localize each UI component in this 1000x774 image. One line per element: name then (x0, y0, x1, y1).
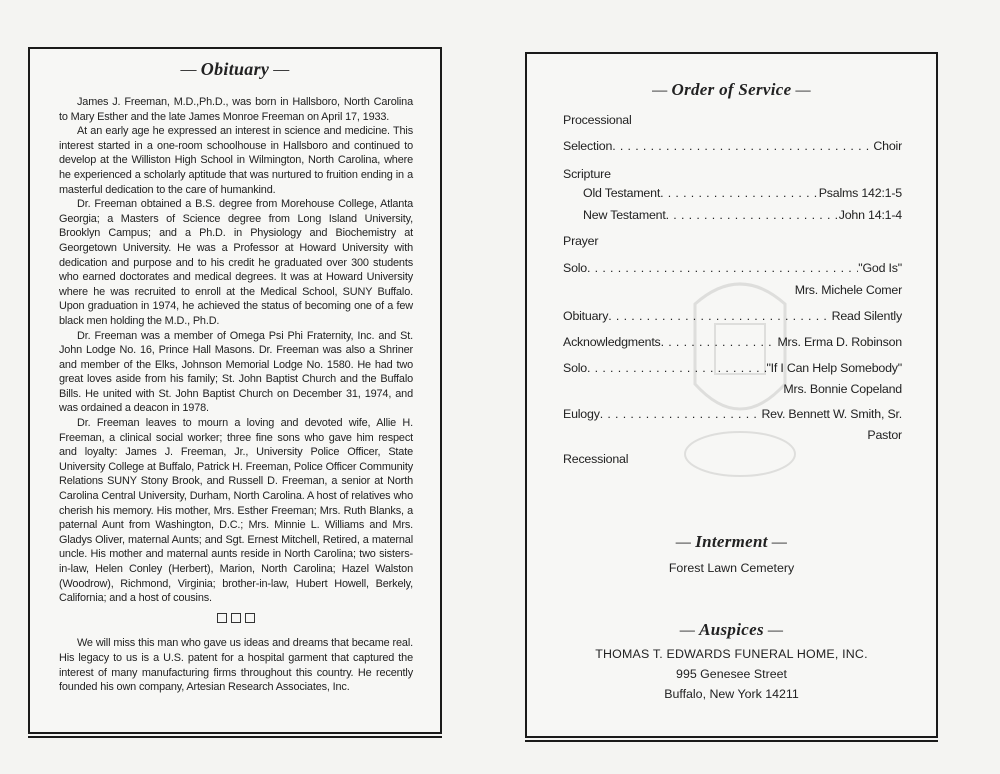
funeral-home-street: 995 Genesee Street (676, 667, 787, 681)
order-of-service-heading: — Order of Service — (652, 80, 811, 99)
auspices-section (527, 620, 936, 701)
soloist-1: Mrs. Michele Comer (794, 283, 902, 297)
obituary-paragraph: James J. Freeman, M.D.,Ph.D., was born in Hallsboro, North Carolina to Mary Esther and the late James Monroe Freeman on April 17, 1933. (59, 96, 413, 123)
service-item-solo-1: Solo . . . "God Is" (563, 261, 902, 275)
dot-leader (660, 186, 819, 200)
obituary-paragraph: Dr. Freeman leaves to mourn a loving and devoted wife, Allie H. Freeman, a clinical social worker; three fine sons who gave him respect and loyalty: James J. Freeman, Jr., University Police Officer, State University College at Buffalo, Patrick H. Freeman, Police Officer Community Relations SUNY Stony Brook, and Russell D. Freeman, a senior at North Carolina Central University, Durham, North Carolina. A host of relatives who cherish his memory. His mother, Mrs. Esther Freeman; Mrs. Ruth Blanks, a paternal Aunt from Washington, D.C.; Mrs. Minnie L. Williams and Mrs. Gladys Oliver, maternal Aunts; and Sgt. Ernest Mitchell, Retired, a maternal uncle. His mother and maternal aunts reside in North Carolina; two sisters-in-law, Helen Conley (Herbert), Marion, North Carolina; Hazel Walston (Woodrow), Richmond, Virginia; brother-in-law, Hubert Howell, Berkely, California; and a host of cousins. (59, 417, 413, 605)
service-item-recessional: Recessional (563, 452, 629, 466)
section-separator (59, 612, 413, 627)
service-item-selection: Selection . . . Choir (563, 139, 902, 153)
funeral-home-name: THOMAS T. EDWARDS FUNERAL HOME, INC. (595, 647, 868, 661)
service-item-scripture: Scripture (563, 167, 611, 181)
service-item-prayer: Prayer (563, 234, 599, 248)
obituary-panel (28, 47, 442, 734)
interment-place: Forest Lawn Cemetery (668, 561, 795, 575)
auspices-heading: — Auspices — (679, 620, 784, 639)
service-item-obituary: Obituary . . . Read Silently (563, 309, 902, 323)
service-item-solo-2: Solo . . . "If I Can Help Somebody" (563, 361, 902, 375)
obituary-paragraph: At an early age he expressed an interest in science and medicine. This interest started in a one-room schoolhouse in Hallsboro and continued to develop at the Williston High School in Wilmington, North Carolina, where he experienced a scholarly aptitude that was nurtured to fruition ending in a masterful dedication to the care of humankind. (59, 125, 413, 196)
obituary-paragraph: Dr. Freeman obtained a B.S. degree from Morehouse College, Atlanta Georgia; a Masters of Science degree from Long Island University, Brooklyn Campus; and a Ph.D. in Physiology and Biochemistry at Georgetown University. He was a Professor at Howard University with dedication and purpose and to his credit he graduated over 300 students who earned doctorates and medical degrees. It was at Howard University where he was recruited to enroll at the Medical School, SUNY Buffalo. Upon graduation in 1974, he achieved the status of becoming one of a few black men holding the M.D., Ph.D. (59, 198, 413, 327)
service-item-old-testament: Old Testament . . . Psalms 142:1-5 (583, 186, 902, 200)
dot-leader (600, 407, 762, 421)
obituary-heading: — Obituary — (180, 59, 290, 79)
dot-leader (612, 139, 873, 153)
soloist-2: Mrs. Bonnie Copeland (783, 382, 902, 396)
service-item-eulogy: Eulogy . . . Rev. Bennett W. Smith, Sr. (563, 407, 902, 421)
service-item-new-testament: New Testament . . . John 14:1-4 (583, 208, 902, 222)
interment-heading: — Interment — (675, 532, 788, 551)
eulogist-role: Pastor (867, 428, 902, 442)
interment-section (527, 532, 936, 575)
dot-leader (587, 261, 858, 275)
obituary-paragraph: Dr. Freeman was a member of Omega Psi Phi Fraternity, Inc. and St. John Lodge No. 16, Prince Hall Masons. Dr. Freeman was also a Shriner and member of the Elks, Johnson Memorial Lodge No. 1580. He had two great loves aside from his family; St. John Baptist Church and the Buffalo Bills. He united with St. John Baptist Church on December 31, 1974, and was ordained a deacon in 1978. (59, 329, 413, 415)
dot-leader (608, 309, 831, 323)
obituary-closing: We will miss this man who gave us ideas and dreams that became real. His legacy to us is a U.S. patent for a hospital garment that captured the interest of many manufacturing firms throughout this country. He recently founded his own company, Artesian Research Associates, Inc. (59, 637, 413, 694)
service-item-acknowledgments: Acknowledgments . . . Mrs. Erma D. Robinson (563, 335, 902, 349)
dot-leader (666, 208, 839, 222)
service-panel (525, 52, 938, 738)
funeral-home-city: Buffalo, New York 14211 (664, 687, 799, 701)
obituary-text (59, 95, 413, 695)
dot-leader (587, 361, 766, 375)
bottom-rule (28, 736, 442, 738)
dot-leader (661, 335, 778, 349)
bottom-rule (525, 740, 938, 742)
service-item-processional: Processional (563, 113, 632, 127)
